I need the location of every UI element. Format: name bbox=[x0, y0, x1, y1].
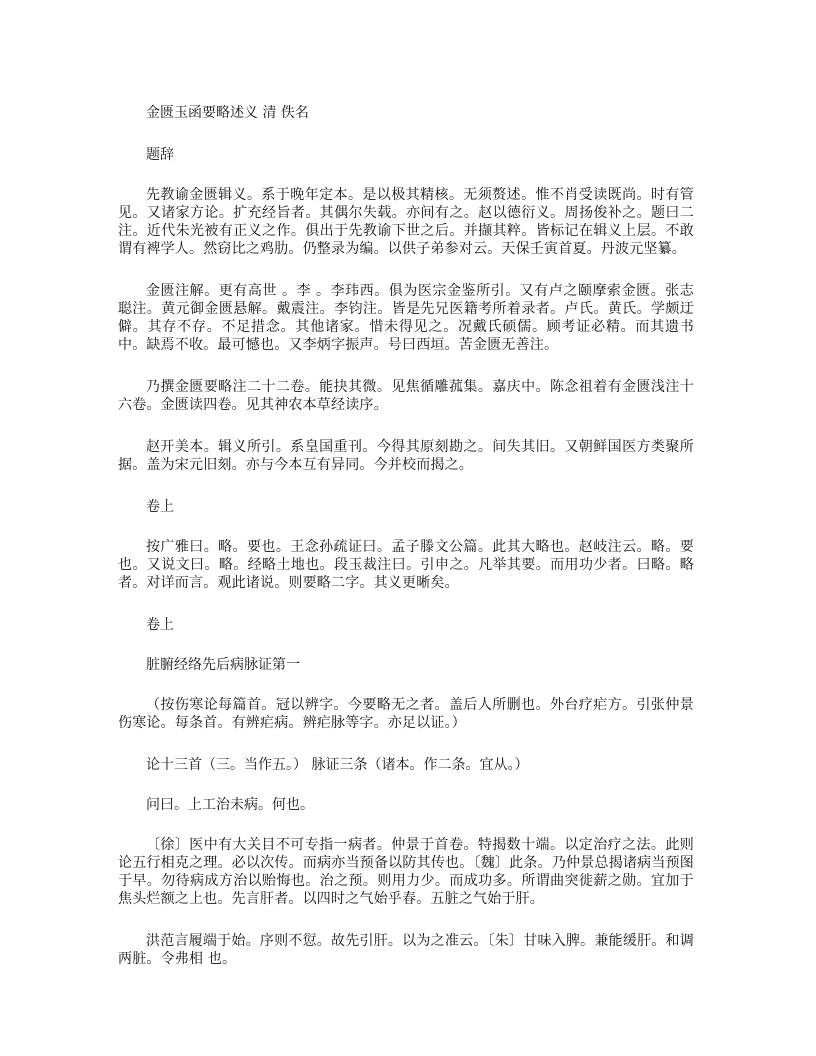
section-heading-volume: 卷上 bbox=[146, 617, 174, 633]
paragraph: 〔徐〕医中有大关目不可专指一病者。仲景于首卷。特揭数十端。以定治疗之法。此则论五行相克之理。必以次传。而病亦当预备以防其传也。〔魏〕此条。乃仲景总揭诸病当预图于早。勿待病成方治以贻悔也。治之预。则用力少。而成功多。所谓曲突徙薪之勋。宜加于焦头烂额之上也。先言肝者。以四时之气始乎春。五脏之气始于肝。 bbox=[118, 837, 694, 907]
chapter-heading: 脏腑经络先后病脉证第一 bbox=[146, 657, 300, 673]
paragraph: 赵开美本。辑义所引。系皇国重刊。今得其原刻勘之。间失其旧。又朝鲜国医方类聚所据。盖为宋元旧刻。亦与今本互有异同。今并校而揭之。 bbox=[118, 439, 694, 473]
document-title: 金匮玉函要略述义 清 佚名 bbox=[146, 105, 309, 121]
paragraph: 先教谕金匮辑义。系于晚年定本。是以极其精核。无须赘述。惟不肖受读既尚。时有管见。又诸家方论。扩充经旨者。其偶尔失载。亦间有之。赵以德衍义。周扬俊补之。题曰二注。近代朱光被有正义之作。俱出于先教谕下世之后。并撷其粹。皆标记在辑义上层。不敢谓有裨学人。然窃比之鸡肋。仍整录为编。以供子弟参对云。天保壬寅首夏。丹波元坚纂。 bbox=[118, 187, 694, 257]
paragraph: 按广雅曰。略。要也。王念孙疏证曰。孟子滕文公篇。此其大略也。赵岐注云。略。要也。又说文曰。略。经略土地也。段玉裁注曰。引申之。凡举其要。而用功少者。曰略。略者。对详而言。观此诸说。则要略二字。其义更晰矣。 bbox=[118, 539, 694, 591]
subheading: 论十三首（三。当作五。） 脉证三条（诸本。作二条。宜从。） bbox=[146, 757, 529, 773]
question-line: 问曰。上工治未病。何也。 bbox=[146, 797, 314, 813]
paragraph: 洪范言履端于始。序则不愆。故先引肝。以为之准云。〔朱〕甘味入脾。兼能缓肝。和调两脏。令弗相 也。 bbox=[118, 933, 694, 967]
paragraph: （按伤寒论每篇首。冠以辨字。今要略无之者。盖后人所删也。外台疗疟方。引张仲景伤寒论。每条首。有辨疟病。辨疟脉等字。亦足以证。） bbox=[118, 697, 694, 731]
paragraph: 乃撰金匮要略注二十二卷。能抉其微。见焦循雕菰集。嘉庆中。陈念祖着有金匮浅注十六卷。金匮读四卷。见其神农本草经读序。 bbox=[118, 379, 694, 413]
paragraph: 金匮注解。更有高世 。李 。李玮西。俱为医宗金鉴所引。又有卢之颐摩索金匮。张志聪注。黄元御金匮悬解。戴震注。李钧注。皆是先兄医籍考所着录者。卢氏。黄氏。学颇迂僻。其存不存。不足措念。其他诸家。惜未得见之。况戴氏硕儒。顾考证必精。而其遗书中。缺焉不收。最可憾也。又李炳字振声。号曰西垣。苦金匮无善注。 bbox=[118, 283, 694, 353]
section-heading-preface: 题辞 bbox=[146, 147, 174, 163]
section-heading-volume: 卷上 bbox=[146, 499, 174, 515]
